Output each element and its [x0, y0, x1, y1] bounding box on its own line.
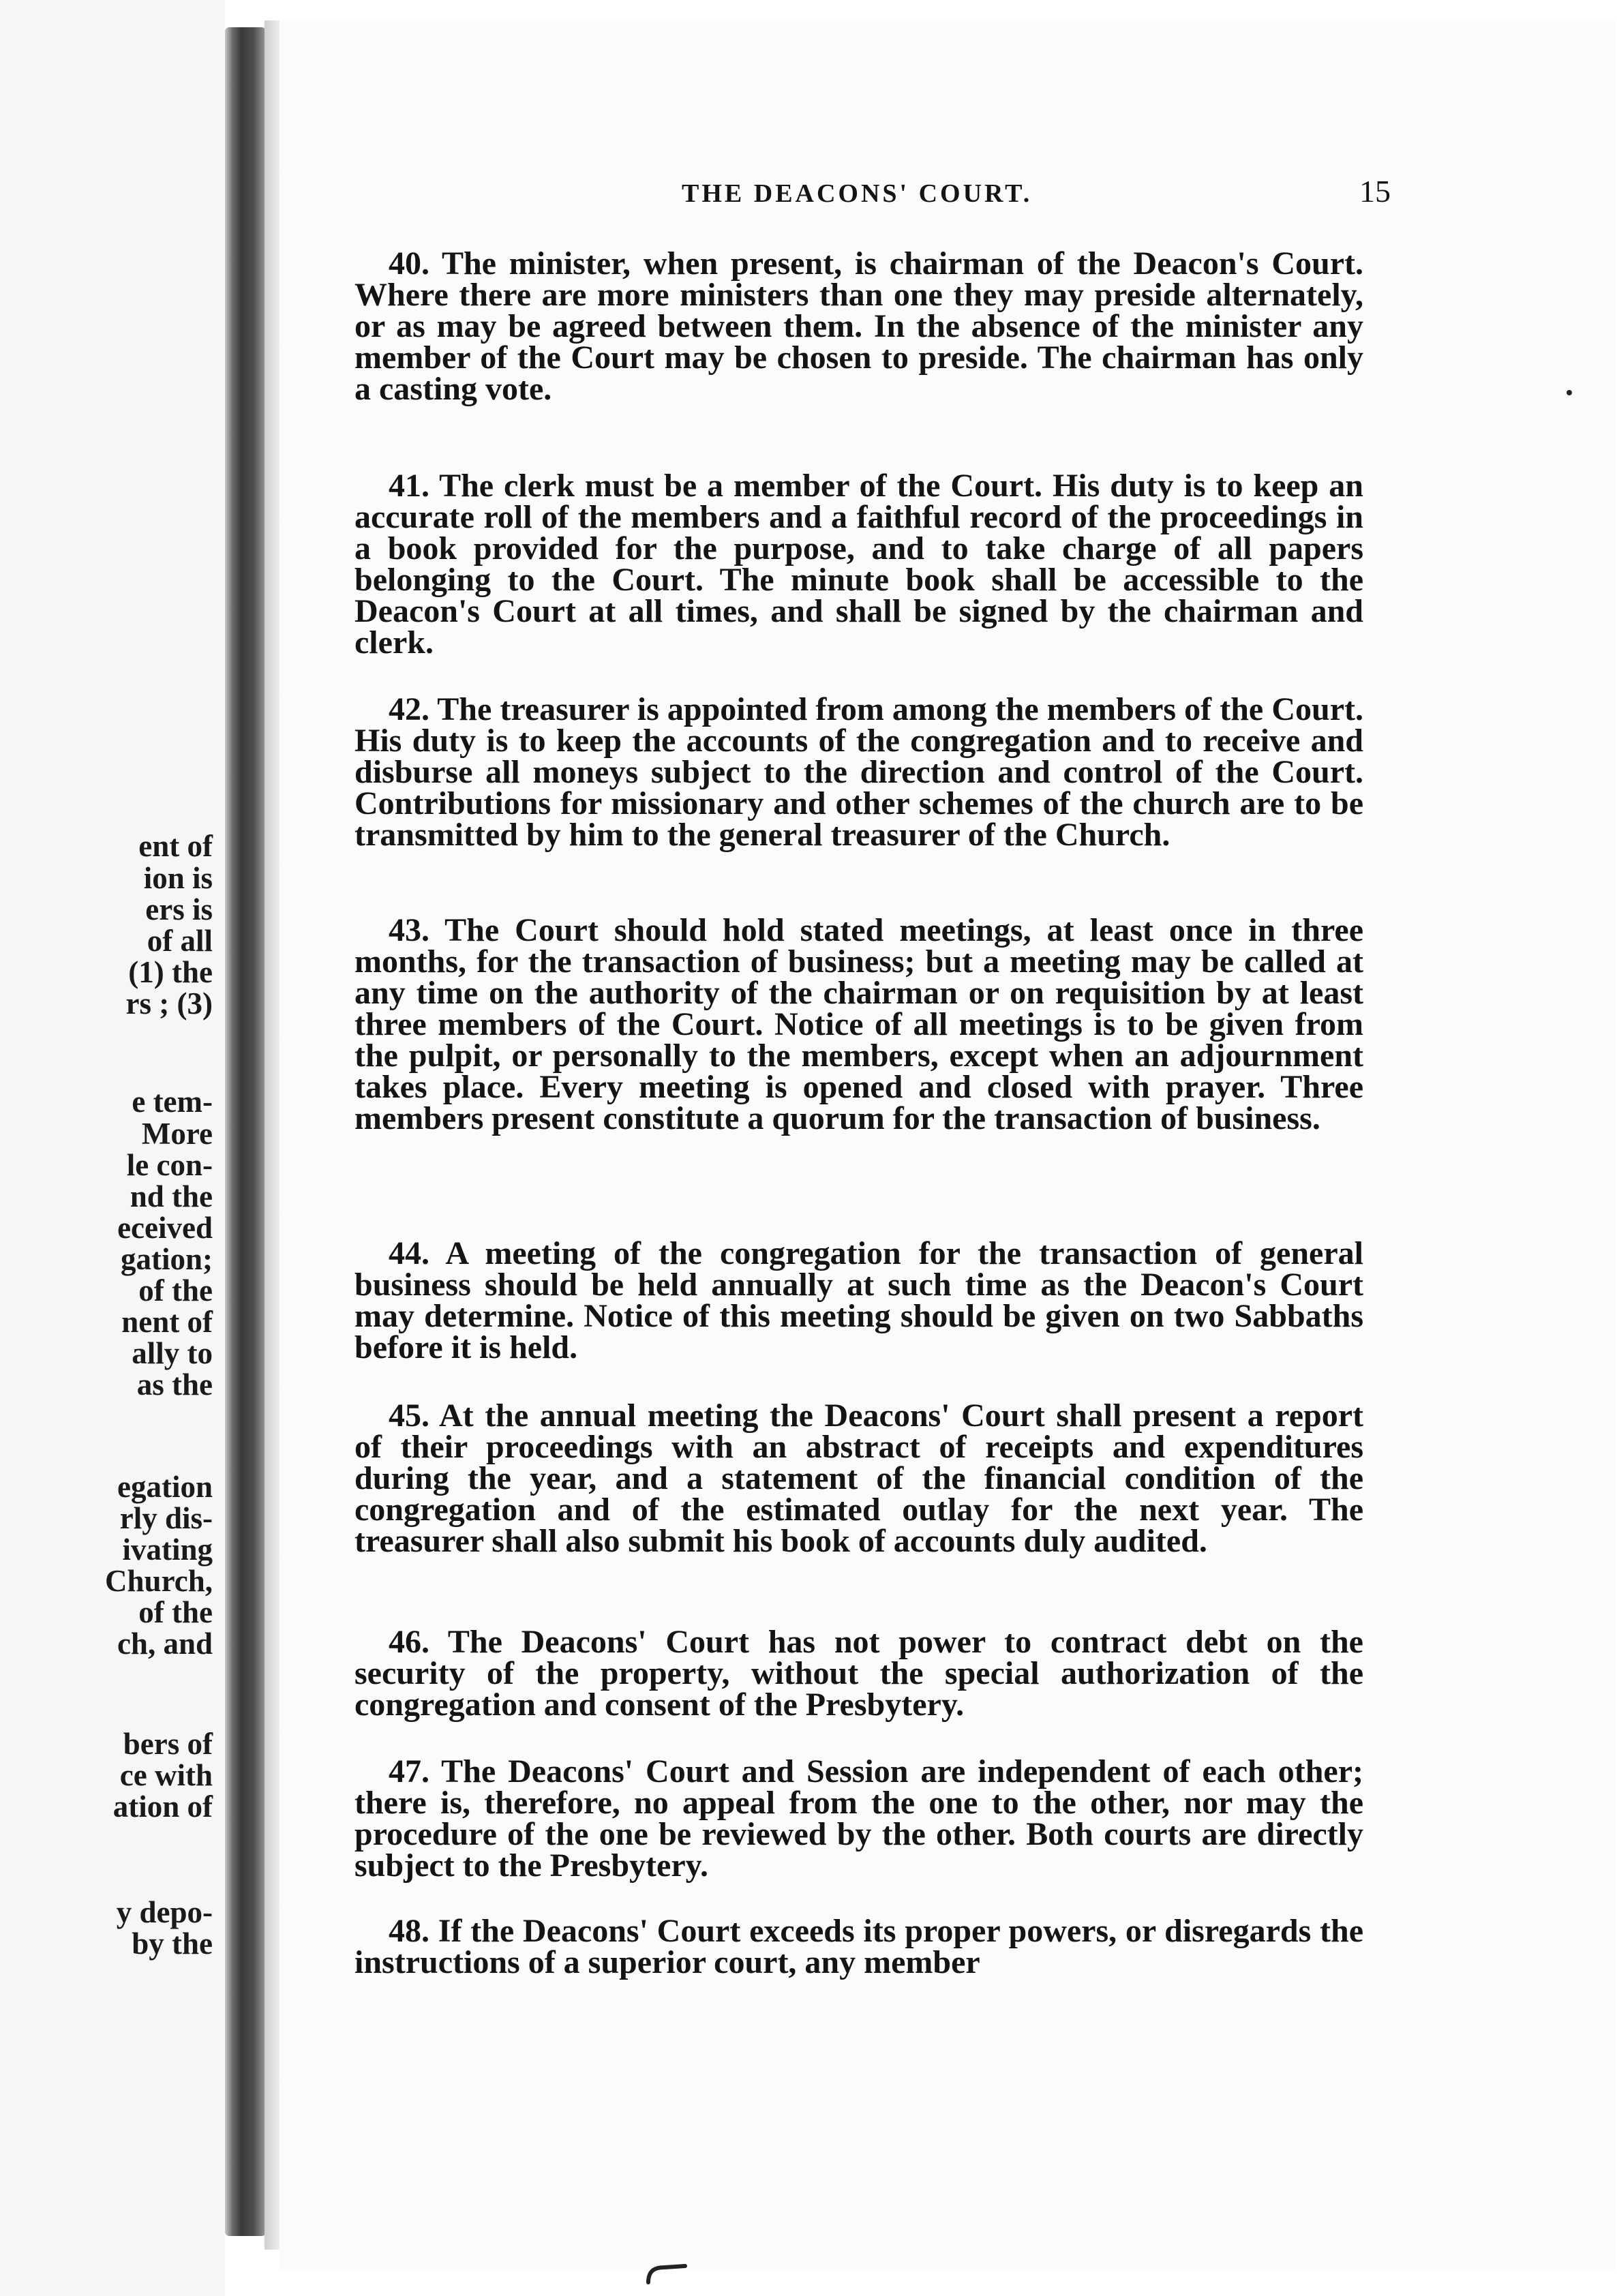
facing-line: e tem- — [132, 1085, 213, 1119]
paragraph-text: At the annual meeting the Deacons' Court shall present a report of their proceedings with an abstract of receipts and expenditures during the year, and a statement of the financial condition of the congregation and of the estimated outlay for the next year. The treasurer shall also submit his book of accounts duly audited. — [354, 1398, 1364, 1559]
paragraph-number: 43. — [389, 912, 429, 948]
facing-line: ion is — [143, 861, 213, 895]
paragraph-text: A meeting of the congregation for the transaction of general business should be held annually at such time as the Deacon's Court may determine. Notice of this meeting should be given on two Sabbaths before it is held. — [354, 1235, 1364, 1365]
paragraph-text: The Deacons' Court and Session are independent of each other; there is, therefore, no appeal from the one to the other, nor may the procedure of the one be reviewed by the other. Both courts are directly subject to the Presbytery. — [354, 1753, 1363, 1884]
paragraph-45 — [354, 1400, 1363, 1557]
facing-line: rs ; (3) — [125, 986, 213, 1021]
facing-line: gation; — [121, 1242, 213, 1276]
facing-page — [0, 0, 225, 2296]
paragraph-text: The Court should hold stated meetings, at least once in three months, for the transaction of business; but a meeting may be called at any time on the authority of the chairman or on requisition by at least three members of the Court. Notice of all meetings is to be given from the pulpit, or personally to the members, except when an adjournment takes place. Every meeting is opened and closed with prayer. Three members present constitute a quorum for the transaction of business. — [354, 912, 1363, 1136]
scan-mark — [644, 2262, 689, 2286]
paragraph-44 — [354, 1235, 1364, 1365]
facing-line: nent of — [121, 1305, 213, 1339]
paragraph-41 — [354, 470, 1363, 659]
facing-line: rly dis- — [119, 1501, 213, 1535]
facing-line: of the — [138, 1273, 213, 1308]
paragraph-number: 47. — [389, 1753, 429, 1789]
facing-line: Church, — [105, 1564, 213, 1598]
facing-line: ent of — [138, 829, 213, 863]
paragraph-number: 46. — [389, 1624, 429, 1660]
page-number: 15 — [1359, 174, 1391, 209]
facing-line: y depo- — [116, 1895, 213, 1929]
facing-line: ers is — [145, 892, 213, 926]
paragraph-number: 42. — [389, 691, 429, 727]
paragraph-number: 48. — [389, 1913, 429, 1949]
facing-line: nd the — [130, 1179, 213, 1213]
facing-line: ation of — [112, 1789, 213, 1824]
scan-speck — [1567, 390, 1572, 395]
paragraph-text: The minister, when present, is chairman of the Deacon's Court. Where there are more ministers than one they may preside alternately, or as may be agreed between them. In the absence of the minister any member of the Court may be chosen to preside. The chairman has only a casting vote. — [354, 245, 1363, 407]
paragraph-46 — [354, 1624, 1363, 1723]
facing-line: by the — [132, 1927, 213, 1961]
paragraph-text: The Deacons' Court has not power to contract debt on the security of the property, without the special authorization of the congregation and consent of the Presbytery. — [354, 1624, 1363, 1723]
facing-line: egation — [117, 1470, 213, 1504]
body-text — [354, 239, 1363, 2025]
facing-line: of all — [147, 924, 213, 958]
facing-line: (1) the — [128, 955, 213, 989]
facing-line: le con- — [126, 1148, 213, 1182]
facing-line: ivating — [122, 1532, 213, 1567]
paragraph-42 — [354, 691, 1363, 853]
paragraph-text: The treasurer is appointed from among the members of the Court. His duty is to keep the accounts of the congregation and to receive and disburse all moneys subject to the direction and control of the Court. Contributions for missionary and other schemes of the church are to be transmitted by him to the general treasurer of the Church. — [354, 691, 1363, 853]
paragraph-text: The clerk must be a member of the Court. His duty is to keep an accurate roll of the members and a faithful record of the proceedings in a book provided for the purpose, and to take charge of all papers belonging to the Court. The minute book shall be accessible to the Deacon's Court at all times, and shall be signed by the chairman and clerk. — [354, 468, 1363, 661]
facing-line: ally to — [132, 1336, 213, 1370]
running-head-title: THE DEACONS' COURT. — [682, 179, 1033, 208]
facing-line: eceived — [117, 1211, 213, 1245]
facing-line: bers of — [123, 1727, 213, 1761]
facing-line: ch, and — [117, 1627, 213, 1661]
paragraph-text: If the Deacons' Court exceeds its proper powers, or disregards the instructions of a superior court, any member — [354, 1913, 1363, 1980]
facing-line: as the — [136, 1368, 213, 1402]
running-head — [395, 158, 1404, 209]
facing-line: ce with — [119, 1758, 213, 1792]
paragraph-48 — [354, 1913, 1363, 1980]
paragraph-40 — [354, 245, 1363, 407]
paragraph-43 — [354, 912, 1363, 1136]
paragraph-number: 40. — [389, 245, 429, 282]
paragraph-number: 44. — [389, 1235, 429, 1271]
paragraph-number: 41. — [389, 468, 429, 504]
book-spine — [225, 27, 266, 2236]
facing-line: More — [141, 1117, 213, 1151]
paragraph-number: 45. — [389, 1398, 429, 1434]
paragraph-47 — [354, 1753, 1363, 1884]
facing-line: of the — [138, 1595, 213, 1629]
